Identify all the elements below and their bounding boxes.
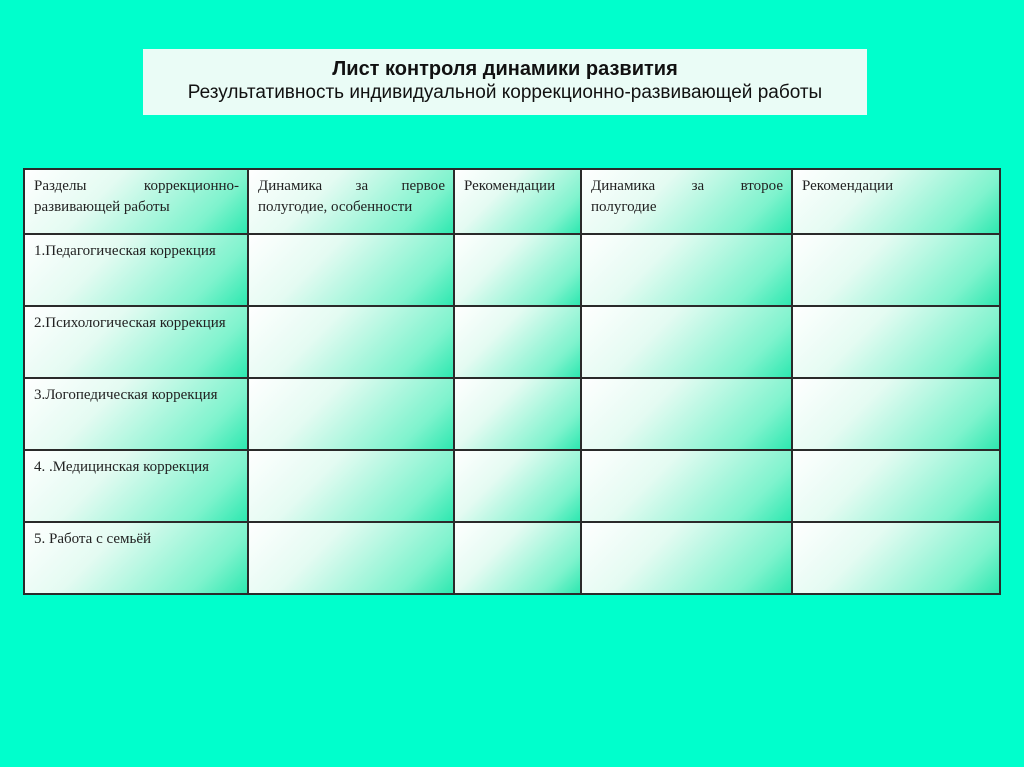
table-cell[interactable] — [792, 306, 1000, 378]
header-cell-dynamics-second-half — [581, 169, 792, 234]
row-label-cell: 5. Работа с семьёй — [24, 522, 248, 594]
page-title: Лист контроля динамики развития — [332, 58, 678, 80]
table-cell[interactable] — [792, 234, 1000, 306]
header-line: Разделы коррекционно- — [34, 178, 239, 194]
header-line: Динамика за первое — [258, 178, 445, 194]
header-cell-dynamics-first-half — [248, 169, 454, 234]
header-cell-recommendations-2 — [792, 169, 1000, 234]
table-header-row — [24, 169, 1000, 234]
header-line: Рекомендации — [464, 178, 556, 194]
control-table — [23, 168, 1001, 595]
table-cell[interactable] — [792, 522, 1000, 594]
header-line: Динамика за второе — [591, 178, 783, 194]
table-row — [24, 306, 1000, 378]
table-cell[interactable] — [581, 306, 792, 378]
table-cell[interactable] — [454, 522, 581, 594]
table-cell[interactable] — [581, 378, 792, 450]
row-label-cell: 1.Педагогическая коррекция — [24, 234, 248, 306]
table-cell[interactable] — [454, 234, 581, 306]
row-label-cell: 2.Психологическая коррекция — [24, 306, 248, 378]
table-row — [24, 378, 1000, 450]
table-cell[interactable] — [248, 234, 454, 306]
table-cell[interactable] — [248, 450, 454, 522]
table-cell[interactable] — [581, 234, 792, 306]
table-row — [24, 522, 1000, 594]
title-box — [143, 49, 867, 115]
table-cell[interactable] — [248, 306, 454, 378]
header-line: полугодие, особенности — [258, 199, 413, 215]
header-cell-sections — [24, 169, 248, 234]
header-line: Рекомендации — [802, 178, 894, 194]
header-line: полугодие — [591, 199, 657, 215]
table-cell[interactable] — [248, 378, 454, 450]
row-label-cell: 4. .Медицинская коррекция — [24, 450, 248, 522]
table-cell[interactable] — [792, 450, 1000, 522]
table-cell[interactable] — [454, 378, 581, 450]
row-label-cell: 3.Логопедическая коррекция — [24, 378, 248, 450]
table-cell[interactable] — [581, 450, 792, 522]
page-subtitle: Результативность индивидуальной коррекционно-развивающей работы — [187, 82, 823, 103]
header-cell-recommendations-1 — [454, 169, 581, 234]
table-cell[interactable] — [454, 306, 581, 378]
header-line: развивающей работы — [34, 199, 170, 215]
table-cell[interactable] — [581, 522, 792, 594]
table-cell[interactable] — [248, 522, 454, 594]
table-row — [24, 234, 1000, 306]
table-cell[interactable] — [454, 450, 581, 522]
table-row — [24, 450, 1000, 522]
table-cell[interactable] — [792, 378, 1000, 450]
